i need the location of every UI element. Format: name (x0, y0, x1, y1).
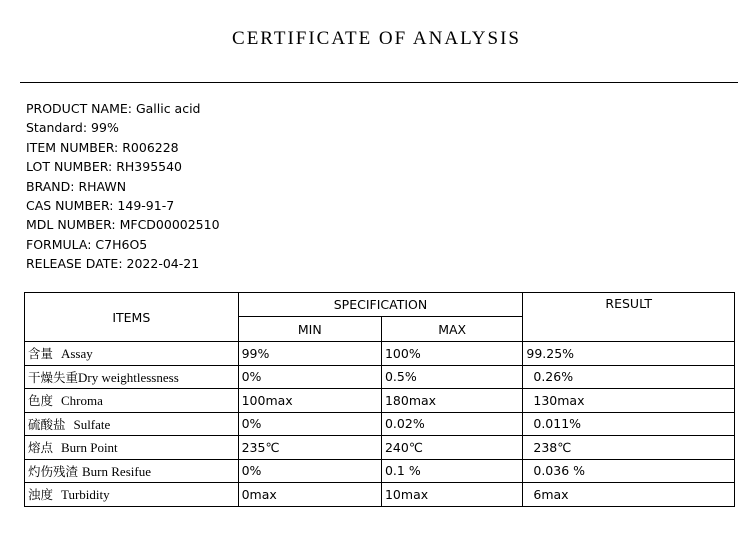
item-en: Turbidity (60, 487, 110, 503)
table-row (25, 365, 735, 389)
standard: Standard: 99% (26, 120, 119, 136)
item-en: Sulfate (73, 416, 111, 432)
document-title: CERTIFICATE OF ANALYSIS (232, 28, 521, 49)
min-cell: 100max (238, 389, 381, 413)
mdl-number: MDL NUMBER: MFCD00002510 (26, 217, 220, 233)
max-cell: 0.1 % (381, 459, 522, 483)
min-cell: 99% (238, 342, 381, 366)
result-cell: 130max (523, 389, 735, 413)
item-cn: 灼伤残渣 (28, 463, 79, 479)
item-cn: 干燥失重 (28, 369, 79, 385)
lot-number: LOT NUMBER: RH395540 (26, 159, 183, 175)
item-en: Burn Point (60, 440, 118, 456)
item-cell (25, 342, 239, 366)
table-row (25, 412, 735, 436)
table-row (25, 436, 735, 460)
table-row (25, 459, 735, 483)
item-number: ITEM NUMBER: R006228 (26, 139, 179, 155)
item-cn: 含量 (28, 346, 54, 362)
item-en: Burn Resifue (82, 463, 151, 479)
result-cell: 0.036 % (523, 459, 735, 483)
result-cell: 0.26% (523, 365, 735, 389)
max-cell: 180max (381, 389, 522, 413)
item-cell (25, 412, 239, 436)
header-max: MAX (381, 317, 522, 342)
item-cell (25, 436, 239, 460)
header-result: RESULT (523, 293, 735, 342)
item-en: Chroma (60, 393, 103, 409)
product-name: PRODUCT NAME: Gallic acid (26, 101, 201, 116)
min-cell: 0% (238, 365, 381, 389)
item-cn: 硫酸盐 (28, 416, 66, 432)
table-row (25, 342, 735, 366)
item-cell (25, 389, 239, 413)
analysis-table (24, 292, 735, 507)
item-cell (25, 365, 239, 389)
min-cell: 0% (238, 459, 381, 483)
max-cell: 100% (381, 342, 522, 366)
min-cell: 0max (238, 483, 381, 507)
brand: BRAND: RHAWN (26, 178, 127, 194)
release-date: RELEASE DATE: 2022-04-21 (26, 256, 200, 272)
product-info (26, 99, 220, 274)
item-cn: 熔点 (28, 440, 54, 456)
max-cell: 10max (381, 483, 522, 507)
formula: FORMULA: C7H6O5 (26, 236, 148, 252)
table-header-row (25, 293, 735, 317)
header-specification: SPECIFICATION (238, 293, 523, 317)
title-divider (20, 82, 738, 83)
cas-number: CAS NUMBER: 149-91-7 (26, 198, 175, 214)
item-cn: 色度 (28, 393, 54, 409)
header-min: MIN (238, 317, 381, 342)
max-cell: 240℃ (381, 436, 522, 460)
item-en: Assay (60, 346, 93, 362)
result-cell: 99.25% (523, 342, 735, 366)
item-cn: 浊度 (28, 487, 54, 503)
min-cell: 235℃ (238, 436, 381, 460)
result-cell: 6max (523, 483, 735, 507)
item-en: Dry weightlessness (78, 369, 179, 385)
max-cell: 0.02% (381, 412, 522, 436)
result-cell: 0.011% (523, 412, 735, 436)
max-cell: 0.5% (381, 365, 522, 389)
item-cell (25, 459, 239, 483)
table-row (25, 483, 735, 507)
min-cell: 0% (238, 412, 381, 436)
header-items: ITEMS (25, 293, 239, 342)
result-cell: 238℃ (523, 436, 735, 460)
item-cell (25, 483, 239, 507)
table-row (25, 389, 735, 413)
